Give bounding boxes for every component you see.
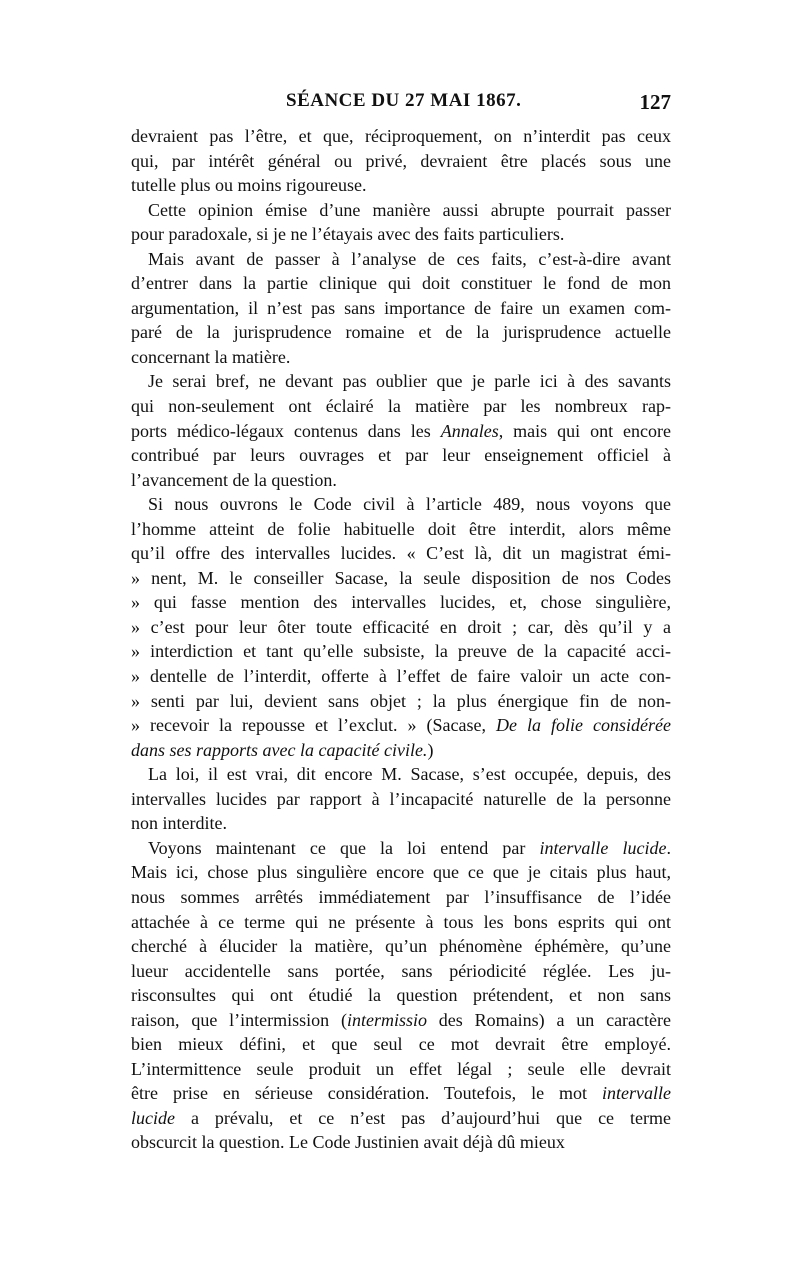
paragraph	[131, 124, 671, 198]
text-segment: La loi, il est vrai, dit encore M. Sacase, s’est occupée, depuis, des	[148, 764, 671, 785]
italic-text: intervalle	[602, 1083, 671, 1104]
paragraph	[131, 492, 671, 762]
text-segment: L’intermittence seule produit un effet légal ; seule elle devrait	[131, 1058, 671, 1079]
text-line	[131, 860, 671, 885]
paragraph	[131, 836, 671, 1155]
text-segment: non interdite.	[131, 813, 227, 834]
text-line	[131, 222, 671, 247]
text-segment: pour paradoxale, si je ne l’étayais avec des faits particuliers.	[131, 224, 565, 245]
text-segment: ports médico-légaux contenus dans les	[131, 420, 441, 441]
text-segment: tutelle plus ou moins rigoureuse.	[131, 175, 367, 196]
page-number: 127	[639, 90, 671, 114]
text-segment: l’homme atteint de folie habituelle doit être interdit, alors même	[131, 518, 671, 539]
text-segment: qui, par intérêt général ou privé, devraient être placés sous une	[131, 150, 671, 171]
text-line	[131, 1081, 671, 1106]
text-line	[131, 296, 671, 321]
italic-text: De la folie considérée	[496, 715, 671, 736]
text-line	[131, 124, 671, 149]
text-line	[131, 934, 671, 959]
text-segment: .	[666, 837, 671, 858]
text-segment: contribué par leurs ouvrages et par leur enseignement officiel à	[131, 445, 671, 466]
italic-text: intermissio	[346, 1009, 427, 1030]
text-line	[131, 369, 671, 394]
text-line	[131, 1057, 671, 1082]
text-line	[131, 689, 671, 714]
text-segment: lueur accidentelle sans portée, sans périodicité réglée. Les ju-	[131, 960, 671, 981]
text-segment: Cette opinion émise d’une manière aussi abrupte pourrait passer	[148, 199, 671, 220]
text-segment: )	[427, 739, 434, 760]
text-segment: argumentation, il n’est pas sans importance de faire un examen com-	[131, 297, 671, 318]
text-line	[131, 173, 671, 198]
text-line	[131, 1032, 671, 1057]
body-text	[131, 124, 671, 1155]
text-segment: des Romains) a un caractère	[426, 1009, 671, 1030]
text-line	[131, 149, 671, 174]
text-segment: nous sommes arrêtés immédiatement par l’insuffisance de l’idée	[131, 886, 671, 907]
text-line	[131, 320, 671, 345]
text-line	[131, 639, 671, 664]
text-line	[131, 443, 671, 468]
text-line	[131, 1130, 671, 1155]
text-line	[131, 566, 671, 591]
text-segment: cherché à élucider la matière, qu’un phénomène éphémère, qu’une	[131, 936, 671, 957]
paragraph	[131, 762, 671, 836]
text-line	[131, 198, 671, 223]
text-segment: » senti par lui, devient sans objet ; la plus énergique fin de non-	[131, 690, 671, 711]
page-header	[131, 90, 671, 120]
running-title: SÉANCE DU 27 MAI 1867.	[286, 90, 522, 111]
text-line	[131, 713, 671, 738]
text-line	[131, 836, 671, 861]
text-segment: » dentelle de l’interdit, offerte à l’effet de faire valoir un acte con-	[131, 666, 671, 687]
text-line	[131, 492, 671, 517]
text-line	[131, 517, 671, 542]
italic-text: intervalle lucide	[539, 837, 667, 858]
text-line	[131, 959, 671, 984]
text-segment: » qui fasse mention des intervalles lucides, et, chose singulière,	[131, 592, 671, 613]
text-line	[131, 664, 671, 689]
text-segment: attachée à ce terme qui ne présente à tous les bons esprits qui ont	[131, 911, 671, 932]
text-segment: qui non-seulement ont éclairé la matière par les nombreux rap-	[131, 396, 671, 417]
text-segment: raison, que l’intermission (	[131, 1009, 347, 1030]
italic-text: lucide	[131, 1107, 175, 1128]
text-segment: Si nous ouvrons le Code civil à l’article 489, nous voyons que	[148, 494, 671, 515]
text-segment: l’avancement de la question.	[131, 469, 337, 490]
text-line	[131, 345, 671, 370]
text-segment: d’entrer dans la partie clinique qui doit constituer le fond de mon	[131, 273, 671, 294]
text-segment: Je serai bref, ne devant pas oublier que je parle ici à des savants	[148, 371, 671, 392]
text-segment: concernant la matière.	[131, 346, 291, 367]
text-segment: intervalles lucides par rapport à l’incapacité naturelle de la personne	[131, 788, 671, 809]
text-segment: risconsultes qui ont étudié la question prétendent, et non sans	[131, 985, 671, 1006]
text-segment: être prise en sérieuse considération. Toutefois, le mot	[131, 1083, 603, 1104]
text-line	[131, 885, 671, 910]
paragraph	[131, 198, 671, 247]
text-line	[131, 541, 671, 566]
paragraph	[131, 369, 671, 492]
text-line	[131, 983, 671, 1008]
text-line	[131, 247, 671, 272]
text-segment: Mais avant de passer à l’analyse de ces faits, c’est-à-dire avant	[148, 248, 671, 269]
text-segment: » nent, M. le conseiller Sacase, la seule disposition de nos Codes	[131, 567, 671, 588]
italic-text: Annales	[440, 420, 499, 441]
text-line	[131, 1106, 671, 1131]
text-segment: » c’est pour leur ôter toute efficacité en droit ; car, dès qu’il y a	[131, 616, 671, 637]
text-line	[131, 394, 671, 419]
text-line	[131, 738, 671, 763]
text-segment: paré de la jurisprudence romaine et de la jurisprudence actuelle	[131, 322, 671, 343]
text-segment: bien mieux défini, et que seul ce mot devrait être employé.	[131, 1034, 671, 1055]
text-segment: qu’il offre des intervalles lucides. « C’est là, dit un magistrat émi-	[131, 543, 671, 564]
text-line	[131, 787, 671, 812]
text-line	[131, 762, 671, 787]
text-line	[131, 811, 671, 836]
text-segment: Mais ici, chose plus singulière encore que ce que je citais plus haut,	[131, 862, 671, 883]
text-segment: , mais qui ont encore	[498, 420, 671, 441]
text-line	[131, 419, 671, 444]
text-segment: obscurcit la question. Le Code Justinien avait déjà dû mieux	[131, 1132, 565, 1153]
text-segment: » interdiction et tant qu’elle subsiste, la preuve de la capacité acci-	[131, 641, 671, 662]
text-segment: a prévalu, et ce n’est pas d’aujourd’hui que ce terme	[174, 1107, 671, 1128]
text-line	[131, 271, 671, 296]
paragraph	[131, 247, 671, 370]
text-line	[131, 468, 671, 493]
italic-text: dans ses rapports avec la capacité civile.	[131, 739, 428, 760]
text-segment: devraient pas l’être, et que, réciproquement, on n’interdit pas ceux	[131, 126, 671, 146]
text-line	[131, 590, 671, 615]
text-segment: Voyons maintenant ce que la loi entend par	[148, 837, 540, 858]
text-segment: » recevoir la repousse et l’exclut. » (Sacase,	[131, 715, 496, 736]
text-line	[131, 615, 671, 640]
text-line	[131, 910, 671, 935]
text-line	[131, 1008, 671, 1033]
